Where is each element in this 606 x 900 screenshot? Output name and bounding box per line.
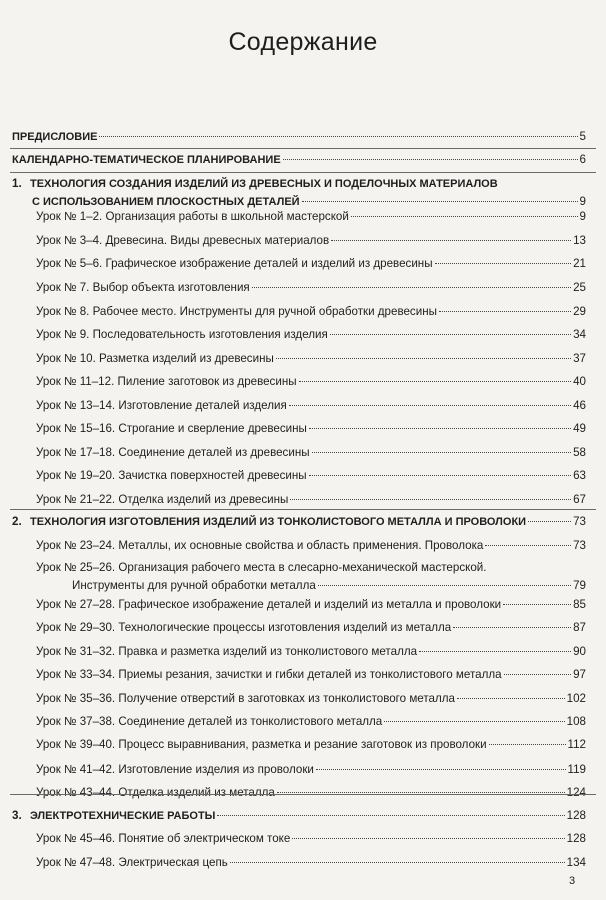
dot-leader — [302, 201, 578, 202]
page-ref: 63 — [573, 469, 586, 482]
dot-leader — [252, 287, 571, 288]
dot-leader — [351, 216, 578, 217]
dot-leader — [331, 240, 571, 241]
entry-title: Урок № 29–30. Технологические процессы изготовления изделий из металла — [36, 621, 452, 634]
entry-title: Урок № 10. Разметка изделий из древесины — [36, 352, 274, 365]
page-ref: 79 — [573, 579, 586, 592]
dot-leader — [330, 334, 571, 335]
entry-title: Урок № 45–46. Понятие об электрическом токе — [36, 832, 291, 845]
dot-leader — [312, 452, 572, 453]
page-ref: 73 — [573, 515, 586, 528]
dot-leader — [289, 405, 571, 406]
page-ref: 6 — [579, 153, 586, 166]
dot-leader — [439, 311, 571, 312]
dot-leader — [457, 698, 565, 699]
page-ref: 90 — [573, 645, 586, 658]
separator-rule — [10, 794, 596, 795]
page-ref: 87 — [573, 621, 586, 634]
entry-title: Урок № 23–24. Металлы, их основные свойства и область применения. Проволока — [36, 539, 484, 552]
dot-leader — [503, 604, 571, 605]
dot-leader — [276, 358, 571, 359]
page-ref: 112 — [567, 738, 586, 751]
dot-leader — [217, 815, 564, 816]
dot-leader — [316, 769, 566, 770]
entry-title: Урок № 25–26. Организация рабочего места в слесарно-механической мастерской. — [36, 561, 487, 574]
entry-title: ТЕХНОЛОГИЯ ИЗГОТОВЛЕНИЯ ИЗДЕЛИЙ ИЗ ТОНКОЛИСТОВОГО МЕТАЛЛА И ПРОВОЛОКИ — [30, 516, 527, 528]
page-ref: 29 — [573, 305, 586, 318]
entry-title: КАЛЕНДАРНО-ТЕМАТИЧЕСКОЕ ПЛАНИРОВАНИЕ — [12, 154, 281, 166]
entry-title: Урок № 41–42. Изготовление изделия из проволоки — [36, 763, 314, 776]
dot-leader — [453, 627, 571, 628]
page-ref: 134 — [566, 856, 586, 869]
dot-leader — [384, 721, 564, 722]
section-number: 3. — [12, 809, 22, 822]
entry-title: Урок № 17–18. Соединение деталей из древесины — [36, 446, 310, 459]
page-ref: 119 — [567, 763, 586, 776]
dot-leader — [489, 744, 566, 745]
page-ref: 9 — [579, 210, 586, 223]
entry-title: Урок № 35–36. Получение отверстий в заготовках из тонколистового металла — [36, 692, 455, 705]
dot-leader — [277, 792, 565, 793]
page-ref: 73 — [573, 539, 586, 552]
page-ref: 21 — [573, 257, 586, 270]
separator-rule — [10, 148, 596, 149]
page-ref: 58 — [573, 446, 586, 459]
entry-title: С ИСПОЛЬЗОВАНИЕМ ПЛОСКОСТНЫХ ДЕТАЛЕЙ — [32, 196, 300, 208]
dot-leader — [299, 381, 572, 382]
dot-leader — [292, 838, 564, 839]
entry-title: Урок № 9. Последовательность изготовления изделия — [36, 328, 328, 341]
page-ref: 97 — [573, 668, 586, 681]
entry-title: Урок № 43–44. Отделка изделий из металла — [36, 786, 275, 799]
page-ref: 37 — [573, 352, 586, 365]
page-number: 3 — [569, 875, 576, 887]
entry-title: Урок № 47–48. Электрическая цепь — [36, 856, 228, 869]
dot-leader — [318, 585, 571, 586]
page-ref: 128 — [566, 832, 586, 845]
separator-rule — [10, 172, 596, 173]
section-number: 2. — [12, 515, 22, 528]
page-ref: 5 — [579, 130, 586, 143]
entry-title: Урок № 3–4. Древесина. Виды древесных материалов — [36, 234, 330, 247]
entry-title: ПРЕДИСЛОВИЕ — [12, 131, 98, 143]
page-ref: 25 — [573, 281, 586, 294]
entry-title: Урок № 21–22. Отделка изделий из древесины — [36, 493, 289, 506]
page-ref: 85 — [573, 598, 586, 611]
entry-title: Инструменты для ручной обработки металла — [72, 579, 316, 592]
dot-leader — [504, 674, 572, 675]
entry-title: Урок № 39–40. Процесс выравнивания, разметка и резание заготовок из проволоки — [36, 738, 487, 751]
entry-title: Урок № 33–34. Приемы резания, зачистки и гибки деталей из тонколистового металла — [36, 668, 502, 681]
page-ref: 34 — [573, 328, 586, 341]
dot-leader — [283, 159, 578, 160]
entry-title: Урок № 13–14. Изготовление деталей изделия — [36, 399, 287, 412]
dot-leader — [309, 428, 571, 429]
entry-title: Урок № 19–20. Зачистка поверхностей древесины — [36, 469, 307, 482]
dot-leader — [230, 862, 565, 863]
page-ref: 67 — [573, 493, 586, 506]
entry-title: Урок № 1–2. Организация работы в школьной мастерской — [36, 210, 349, 223]
entry-title: Урок № 31–32. Правка и разметка изделий из тонколистового металла — [36, 645, 418, 658]
page-ref: 128 — [566, 809, 586, 822]
dot-leader — [419, 651, 571, 652]
page-ref: 102 — [566, 692, 586, 705]
entry-title: Урок № 8. Рабочее место. Инструменты для ручной обработки древесины — [36, 305, 437, 318]
dot-leader — [99, 136, 577, 137]
entry-title: Урок № 5–6. Графическое изображение деталей и изделий из древесины — [36, 257, 433, 270]
dot-leader — [485, 545, 571, 546]
page-ref: 9 — [579, 195, 586, 208]
page-ref: 46 — [573, 399, 586, 412]
dot-leader — [435, 263, 572, 264]
page-ref: 13 — [573, 234, 586, 247]
entry-title: Урок № 11–12. Пиление заготовок из древесины — [36, 375, 297, 388]
section-number: 1. — [12, 177, 22, 190]
entry-title: Урок № 27–28. Графическое изображение деталей и изделий из металла и проволоки — [36, 598, 502, 611]
page-ref: 49 — [573, 422, 586, 435]
separator-rule — [10, 509, 596, 510]
entry-title: Урок № 7. Выбор объекта изготовления — [36, 281, 250, 294]
entry-title: ЭЛЕКТРОТЕХНИЧЕСКИЕ РАБОТЫ — [30, 810, 216, 822]
entry-title: ТЕХНОЛОГИЯ СОЗДАНИЯ ИЗДЕЛИЙ ИЗ ДРЕВЕСНЫХ И ПОДЕЛОЧНЫХ МАТЕРИАЛОВ — [30, 178, 498, 190]
page-ref: 108 — [566, 715, 586, 728]
page-ref: 40 — [573, 375, 586, 388]
dot-leader — [309, 475, 571, 476]
dot-leader — [290, 499, 571, 500]
page-title: Содержание — [228, 28, 378, 56]
dot-leader — [528, 521, 571, 522]
entry-title: Урок № 37–38. Соединение деталей из тонколистового металла — [36, 715, 383, 728]
entry-title: Урок № 15–16. Строгание и сверление древесины — [36, 422, 307, 435]
page-ref: 124 — [566, 786, 586, 799]
